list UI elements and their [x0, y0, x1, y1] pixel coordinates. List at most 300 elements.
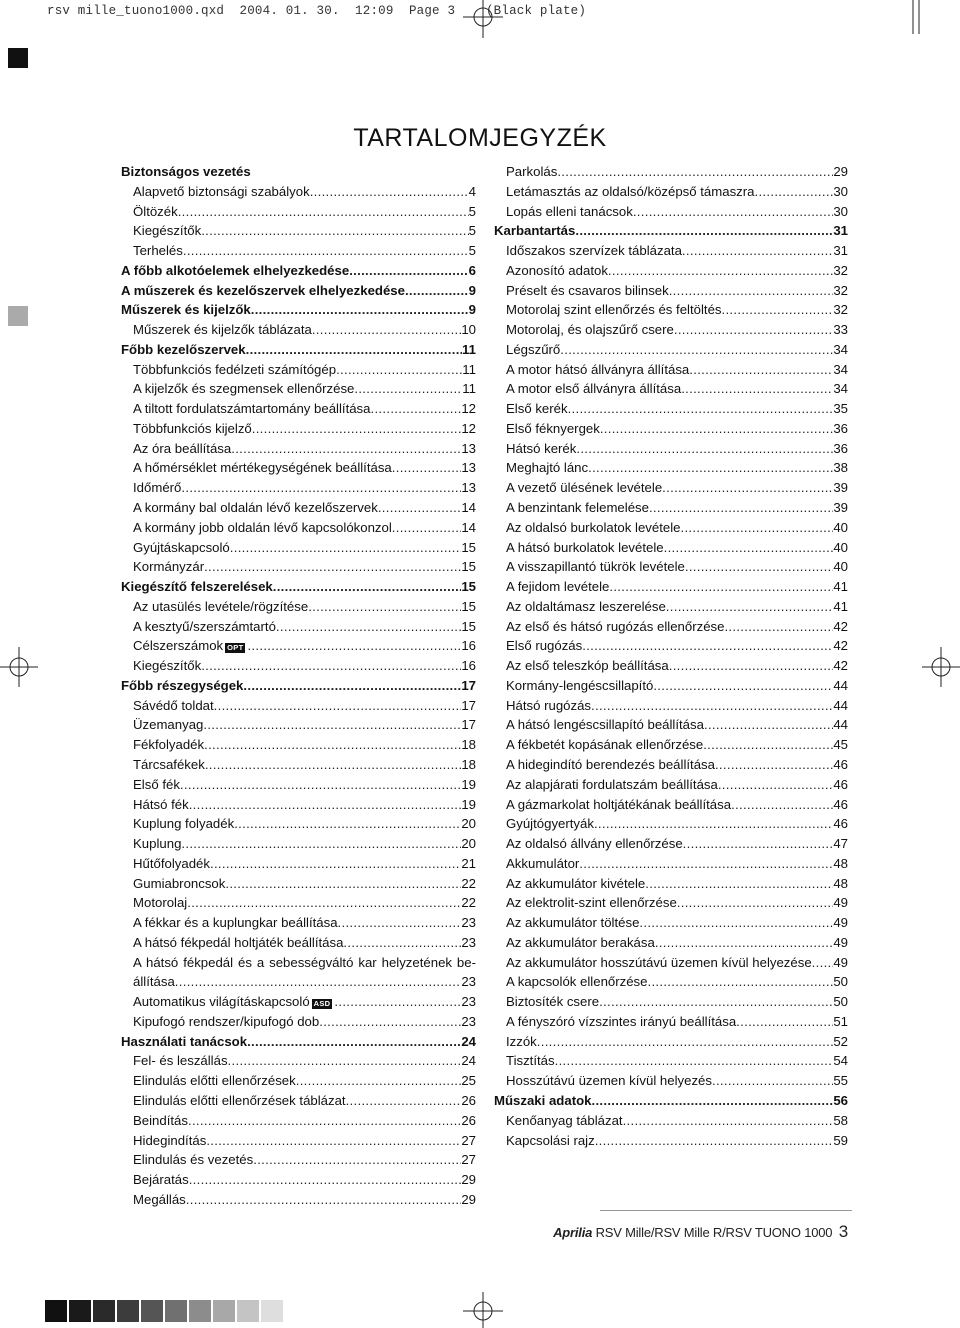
- toc-entry-badge: ASD: [313, 999, 331, 1009]
- toc-leader-dots: [645, 874, 833, 894]
- toc-leader-dots: [178, 202, 469, 222]
- toc-leader-dots: [555, 1051, 834, 1071]
- toc-page-number: 39: [833, 500, 848, 516]
- toc-entry-label: A hátsó lengéscsillapító beállítása: [506, 717, 704, 733]
- crop-mark-top-right: [905, 0, 935, 36]
- toc-entry-label: Az elektrolit-szint ellenőrzése: [506, 895, 677, 911]
- toc-entry: [121, 715, 476, 735]
- toc-entry: [121, 360, 476, 380]
- toc-entry: [494, 458, 848, 478]
- toc-entry: [494, 1111, 848, 1131]
- toc-page-number: 40: [833, 539, 848, 555]
- toc-leader-dots: [186, 1190, 462, 1210]
- toc-entry-label: Alapvető biztonsági szabályok: [133, 183, 310, 199]
- toc-entry: [121, 1150, 476, 1170]
- toc-leader-dots: [319, 1012, 461, 1032]
- toc-entry: [494, 360, 848, 380]
- toc-page-number: 15: [461, 598, 476, 614]
- toc-page-number: 50: [833, 974, 848, 990]
- toc-entry: [494, 300, 848, 320]
- toc-entry: [121, 379, 476, 399]
- toc-leader-dots: [812, 953, 834, 973]
- toc-entry-label: Üzemanyag: [133, 717, 204, 733]
- toc-page-number: 29: [461, 1191, 476, 1207]
- toc-entry: [494, 538, 848, 558]
- toc-leader-dots: [378, 498, 461, 518]
- toc-entry-label: A hátsó fékpedál holtjáték beállítása: [133, 934, 344, 950]
- toc-entry-label: Azonosító adatok: [506, 262, 608, 278]
- toc-leader-dots: [649, 498, 833, 518]
- toc-leader-dots: [633, 202, 833, 222]
- toc-entry-label: Az akkumulátor kivétele: [506, 875, 646, 891]
- toc-leader-dots: [591, 696, 833, 716]
- toc-page-number: 47: [833, 836, 848, 852]
- toc-entry: [494, 419, 848, 439]
- toc-entry-label: Lopás elleni tanácsok: [506, 203, 633, 219]
- toc-entry: [494, 992, 848, 1012]
- toc-entry-label: Műszaki adatok: [494, 1092, 592, 1108]
- toc-entry-label: Kormány-lengéscsillapító: [506, 677, 654, 693]
- toc-page-number: 26: [461, 1112, 476, 1128]
- toc-page-number: 46: [833, 756, 848, 772]
- toc-page-number: 27: [461, 1132, 476, 1148]
- toc-page-number: 16: [461, 638, 476, 654]
- toc-leader-dots: [247, 1032, 461, 1052]
- footer-brand: Aprilia: [553, 1225, 593, 1240]
- toc-entry-badge: OPT: [227, 643, 244, 653]
- toc-page-number: 49: [833, 934, 848, 950]
- toc-entry: [121, 953, 476, 993]
- toc-entry: [494, 933, 848, 953]
- toc-leader-dots: [252, 419, 462, 439]
- toc-page-number: 34: [833, 381, 848, 397]
- toc-entry-label: Kuplung folyadék: [133, 816, 235, 832]
- toc-leader-dots: [594, 814, 833, 834]
- toc-entry-label: A hidegindító berendezés beállítása: [506, 756, 715, 772]
- toc-entry-label: Hátsó kerék: [506, 440, 577, 456]
- toc-page-number: 38: [833, 460, 848, 476]
- toc-section-heading: [121, 300, 476, 320]
- toc-leader-dots: [243, 676, 461, 696]
- toc-entry-label: Az akkumulátor töltése: [506, 915, 640, 931]
- toc-page-number: 42: [833, 638, 848, 654]
- toc-leader-dots: [203, 715, 461, 735]
- toc-entry-label: Motorolaj szint ellenőrzés és feltöltés: [506, 302, 722, 318]
- toc-entry-label: Célszerszámok: [133, 638, 224, 654]
- toc-leader-dots: [181, 478, 461, 498]
- toc-page-number: 35: [833, 401, 848, 417]
- toc-entry-label: A motor hátsó állványra állítása: [506, 361, 690, 377]
- toc-section-heading: [121, 340, 476, 360]
- toc-page-number: 5: [468, 203, 476, 219]
- toc-section-heading: [494, 221, 848, 241]
- toc-page-number: 17: [461, 677, 476, 693]
- toc-entry: [494, 715, 848, 735]
- toc-page-number: 19: [461, 776, 476, 792]
- toc-leader-dots: [273, 577, 462, 597]
- toc-page-number: 4: [468, 183, 476, 199]
- toc-entry: [121, 1091, 476, 1111]
- toc-entry-label: Gumiabroncsok: [133, 875, 226, 891]
- color-block-black: [8, 48, 28, 68]
- toc-leader-dots: [639, 913, 833, 933]
- toc-entry: [494, 1131, 848, 1151]
- toc-entry-label: Öltözék: [133, 203, 178, 219]
- toc-page-number: 22: [461, 895, 476, 911]
- toc-entry: [494, 656, 848, 676]
- toc-entry: [121, 1111, 476, 1131]
- toc-page-number: 5: [468, 223, 476, 239]
- registration-mark-left: [0, 645, 40, 689]
- toc-entry-label: Kenőanyag táblázat: [506, 1112, 623, 1128]
- toc-page-number: 49: [833, 915, 848, 931]
- toc-entry: [121, 320, 476, 340]
- toc-page-number: 59: [833, 1132, 848, 1148]
- toc-entry: [494, 261, 848, 281]
- color-block-gray: [8, 306, 28, 326]
- toc-entry: [121, 1051, 476, 1071]
- toc-entry-label: A kormány bal oldalán lévő kezelőszervek: [133, 500, 378, 516]
- toc-section-heading: [121, 577, 476, 597]
- toc-leader-dots: [669, 656, 834, 676]
- toc-page-number: 9: [468, 282, 476, 298]
- toc-entry-label: A visszapillantó tükrök levétele: [506, 559, 685, 575]
- toc-leader-dots: [276, 617, 461, 637]
- toc-entry-label: A műszerek és kezelőszervek elhelyezkedése: [121, 282, 405, 298]
- toc-page-number: 33: [833, 322, 848, 338]
- toc-leader-dots: [308, 597, 461, 617]
- toc-entry-label: Hűtőfolyadék: [133, 855, 210, 871]
- toc-entry-label: Hosszútávú üzemen kívül helyezés: [506, 1073, 712, 1089]
- toc-entry-label: Meghajtó lánc: [506, 460, 589, 476]
- toc-entry-label: Bejáratás: [133, 1172, 189, 1188]
- registration-mark-top: [458, 0, 508, 40]
- toc-leader-dots: [674, 320, 833, 340]
- toc-entry-label: Kipufogó rendszer/kipufogó dob: [133, 1013, 320, 1029]
- toc-page-number: 24: [461, 1053, 476, 1069]
- toc-leader-dots: [201, 656, 461, 676]
- toc-page-number: 40: [833, 559, 848, 575]
- toc-leader-dots: [568, 399, 834, 419]
- toc-entry: [121, 557, 476, 577]
- toc-leader-dots: [731, 795, 833, 815]
- toc-leader-dots: [346, 1091, 462, 1111]
- toc-leader-dots: [608, 261, 833, 281]
- toc-entry: [494, 162, 848, 182]
- toc-leader-dots: [201, 221, 468, 241]
- toc-entry: [121, 202, 476, 222]
- footer-model-text: RSV Mille/RSV Mille R/RSV TUONO 1000: [595, 1225, 833, 1240]
- toc-leader-dots: [736, 1012, 833, 1032]
- toc-entry: [121, 498, 476, 518]
- toc-entry: [494, 972, 848, 992]
- toc-entry: [121, 419, 476, 439]
- toc-entry-label: Gyújtáskapcsoló: [133, 539, 230, 555]
- toc-entry: [494, 795, 848, 815]
- toc-entry-label: Tárcsafékek: [133, 756, 205, 772]
- toc-leader-dots: [175, 972, 462, 992]
- toc-entry: [494, 696, 848, 716]
- toc-page-number: 23: [461, 934, 476, 950]
- toc-entry: [121, 1012, 476, 1032]
- toc-entry-label: Kormányzár: [133, 559, 205, 575]
- toc-leader-dots: [181, 834, 461, 854]
- toc-page-number: 18: [461, 737, 476, 753]
- toc-page-number: 30: [833, 183, 848, 199]
- toc-leader-dots: [588, 458, 833, 478]
- toc-page-number: 23: [461, 974, 476, 990]
- toc-leader-dots: [247, 636, 461, 656]
- toc-page-number: 13: [461, 440, 476, 456]
- toc-leader-dots: [205, 755, 462, 775]
- toc-leader-dots: [653, 676, 833, 696]
- toc-leader-dots: [722, 300, 834, 320]
- registration-mark-bottom: [458, 1290, 508, 1328]
- toc-entry-label: Kiegészítő felszerelések: [121, 579, 273, 595]
- toc-leader-dots: [296, 1071, 462, 1091]
- toc-entry-label: Biztosíték csere: [506, 994, 600, 1010]
- toc-entry-label: Hátsó rugózás: [506, 697, 592, 713]
- toc-entry-label: Elindulás előtti ellenőrzések táblázat: [133, 1093, 346, 1109]
- registration-mark-right: [920, 645, 960, 689]
- toc-page-number: 34: [833, 361, 848, 377]
- toc-entry-label: Gyújtógyertyák: [506, 816, 594, 832]
- toc-page-number: 44: [833, 697, 848, 713]
- toc-leader-dots: [251, 300, 469, 320]
- toc-entry: [494, 617, 848, 637]
- toc-leader-dots: [214, 696, 462, 716]
- toc-entry: [121, 538, 476, 558]
- toc-entry-label: A kapcsolók ellenőrzése: [506, 974, 648, 990]
- toc-leader-dots: [206, 1131, 461, 1151]
- toc-leader-dots: [703, 735, 833, 755]
- toc-leader-dots: [664, 538, 834, 558]
- toc-page-number: 23: [461, 1013, 476, 1029]
- toc-page-number: 54: [833, 1053, 848, 1069]
- toc-leader-dots: [557, 162, 833, 182]
- toc-entry: [494, 379, 848, 399]
- toc-entry-label: Az óra beállítása: [133, 440, 232, 456]
- toc-page-number: 21: [461, 855, 476, 871]
- toc-page-number: 32: [833, 282, 848, 298]
- toc-entry-label: Első féknyergek: [506, 420, 600, 436]
- toc-entry: [494, 874, 848, 894]
- toc-entry: [494, 518, 848, 538]
- toc-entry-label: Az első teleszkóp beállítása: [506, 658, 669, 674]
- toc-page-number: 11: [462, 381, 476, 397]
- toc-page-number: 58: [833, 1112, 848, 1128]
- toc-entry-label: Többfunkciós fedélzeti számítógép: [133, 361, 337, 377]
- toc-page-number: 29: [833, 164, 848, 179]
- toc-leader-dots: [204, 557, 461, 577]
- toc-entry: [494, 597, 848, 617]
- toc-entry-label: Műszerek és kijelzők táblázata: [133, 322, 312, 338]
- toc-page-number: 48: [833, 875, 848, 891]
- toc-entry: [121, 636, 476, 656]
- toc-section-heading: [121, 281, 476, 301]
- toc-entry-label: A kijelzők és szegmensek ellenőrzése: [133, 381, 355, 397]
- toc-entry-label: Kiegészítők: [133, 223, 202, 239]
- toc-leader-dots: [230, 538, 462, 558]
- toc-leader-dots: [647, 972, 833, 992]
- toc-leader-dots: [755, 182, 834, 202]
- toc-entry-label: A tiltott fordulatszámtartomány beállítása: [133, 401, 371, 417]
- toc-entry-label: A fényszóró vízszintes irányú beállítása: [506, 1013, 737, 1029]
- toc-page-number: 24: [461, 1033, 476, 1049]
- toc-entry: [494, 755, 848, 775]
- toc-page-number: 42: [833, 618, 848, 634]
- toc-entry: [121, 458, 476, 478]
- page-footer: [553, 1222, 848, 1242]
- toc-entry: [121, 1170, 476, 1190]
- toc-entry: [121, 439, 476, 459]
- toc-entry-label: Főbb kezelőszervek: [121, 341, 246, 357]
- toc-leader-dots: [591, 1091, 833, 1111]
- toc-page-number: 46: [833, 776, 848, 792]
- toc-entry-label: Első rugózás: [506, 638, 583, 654]
- toc-leader-dots: [392, 518, 462, 538]
- toc-entry-label: Elindulás előtti ellenőrzések: [133, 1073, 296, 1089]
- toc-entry: [121, 893, 476, 913]
- toc-page-number: 50: [833, 994, 848, 1010]
- toc-entry: [494, 577, 848, 597]
- toc-entry: [494, 953, 848, 973]
- toc-entry-label: Az akkumulátor hosszútávú üzemen kívül helyezése: [506, 954, 812, 970]
- toc-leader-dots: [310, 182, 469, 202]
- toc-section-heading: [121, 1032, 476, 1052]
- toc-leader-dots: [575, 221, 833, 241]
- toc-leader-dots: [204, 735, 461, 755]
- page-title: TARTALOMJEGYZÉK: [353, 124, 607, 152]
- toc-page-number: 15: [461, 559, 476, 575]
- toc-entry: [494, 182, 848, 202]
- toc-leader-dots: [662, 478, 833, 498]
- toc-entry: [121, 518, 476, 538]
- toc-entry: [494, 893, 848, 913]
- toc-page-number: 29: [461, 1172, 476, 1188]
- toc-leader-dots: [595, 1131, 834, 1151]
- toc-entry: [494, 202, 848, 222]
- toc-entry-label: Az első és hátsó rugózás ellenőrzése: [506, 618, 725, 634]
- toc-page-number: 32: [833, 302, 848, 318]
- toc-leader-dots: [231, 439, 461, 459]
- toc-entry: [494, 439, 848, 459]
- toc-page-number: 13: [461, 460, 476, 476]
- toc-entry: [494, 913, 848, 933]
- toc-section-heading: [121, 676, 476, 696]
- toc-entry-label: Fékfolyadék: [133, 737, 205, 753]
- toc-entry-label: A hátsó burkolatok levétele: [506, 539, 664, 555]
- toc-leader-dots: [680, 518, 833, 538]
- toc-entry: [121, 1131, 476, 1151]
- toc-entry-label: A főbb alkotóelemek elhelyezkedése: [121, 262, 350, 278]
- toc-leader-dots: [718, 775, 833, 795]
- toc-leader-dots: [392, 458, 462, 478]
- toc-entry: [121, 775, 476, 795]
- toc-page-number: 16: [461, 658, 476, 674]
- toc-entry-label: Letámasztás az oldalsó/középső támaszra: [506, 183, 755, 199]
- toc-leader-dots: [180, 775, 461, 795]
- toc-entry: [494, 399, 848, 419]
- toc-entry: [494, 557, 848, 577]
- toc-page-number: 34: [833, 341, 848, 357]
- toc-leader-dots: [246, 340, 462, 360]
- toc-entry: [121, 399, 476, 419]
- toc-leader-dots: [336, 360, 462, 380]
- toc-entry-label: A gázmarkolat holtjátékának beállítása: [506, 796, 732, 812]
- toc-entry: [121, 913, 476, 933]
- toc-entry-label: A hőmérséklet mértékegységének beállítása: [133, 460, 392, 476]
- toc-entry-label: A kesztyű/szerszámtartó: [133, 618, 276, 634]
- toc-entry-label: Terhelés: [133, 243, 183, 259]
- toc-entry-label: Műszerek és kijelzők: [121, 302, 251, 318]
- toc-page-number: 20: [461, 816, 476, 832]
- toc-leader-dots: [334, 992, 461, 1012]
- toc-page-number: 12: [461, 420, 476, 436]
- toc-entry: [121, 696, 476, 716]
- toc-entry-label: állítása: [133, 974, 175, 990]
- toc-leader-dots: [724, 617, 833, 637]
- toc-page-number: 22: [461, 875, 476, 891]
- toc-entry: [121, 992, 476, 1012]
- toc-page-number: 23: [461, 915, 476, 931]
- toc-entry-label: Biztonságos vezetés: [121, 164, 251, 179]
- toc-entry-label: Megállás: [133, 1191, 186, 1207]
- toc-entry-label: Az oldalsó állvány ellenőrzése: [506, 836, 683, 852]
- toc-entry: [121, 478, 476, 498]
- toc-page-number: 46: [833, 796, 848, 812]
- toc-entry-label: Motorolaj: [133, 895, 188, 911]
- toc-page-number: 26: [461, 1093, 476, 1109]
- toc-page-number: 15: [461, 539, 476, 555]
- toc-leader-dots: [655, 933, 834, 953]
- toc-leader-dots: [234, 814, 461, 834]
- toc-entry-label: Az utasülés levétele/rögzítése: [133, 598, 309, 614]
- toc-leader-dots: [623, 1111, 834, 1131]
- toc-entry-label: Első kerék: [506, 401, 568, 417]
- toc-entry-label: A kormány jobb oldalán lévő kapcsolókonzol: [133, 519, 392, 535]
- toc-entry-label: Kiegészítők: [133, 658, 202, 674]
- toc-page-number: 25: [461, 1073, 476, 1089]
- toc-page-number: 13: [461, 480, 476, 496]
- toc-leader-dots: [189, 795, 462, 815]
- toc-entry: [121, 834, 476, 854]
- toc-entry-label: Beindítás: [133, 1112, 188, 1128]
- toc-leader-dots: [599, 992, 833, 1012]
- toc-entry: [121, 656, 476, 676]
- toc-leader-dots: [682, 241, 833, 261]
- toc-page-number: 19: [461, 796, 476, 812]
- toc-entry: [121, 1190, 476, 1210]
- toc-entry: [121, 933, 476, 953]
- toc-leader-dots: [681, 379, 833, 399]
- toc-page-number: 32: [833, 262, 848, 278]
- toc-page-number: 10: [461, 322, 476, 338]
- toc-leader-dots: [354, 379, 462, 399]
- toc-page-number: 49: [833, 895, 848, 911]
- toc-leader-dots: [712, 1071, 833, 1091]
- toc-entry: [121, 182, 476, 202]
- toc-leader-dots: [405, 281, 469, 301]
- toc-page-number: 11: [462, 341, 476, 357]
- toc-entry-label: Elindulás és vezetés: [133, 1152, 254, 1168]
- toc-leader-dots: [689, 360, 833, 380]
- toc-leader-dots: [188, 1111, 461, 1131]
- toc-entry-label: Sávédő toldat: [133, 697, 214, 713]
- toc-entry: [121, 814, 476, 834]
- toc-leader-dots: [225, 874, 461, 894]
- toc-entry-label: Akkumulátor: [506, 855, 580, 871]
